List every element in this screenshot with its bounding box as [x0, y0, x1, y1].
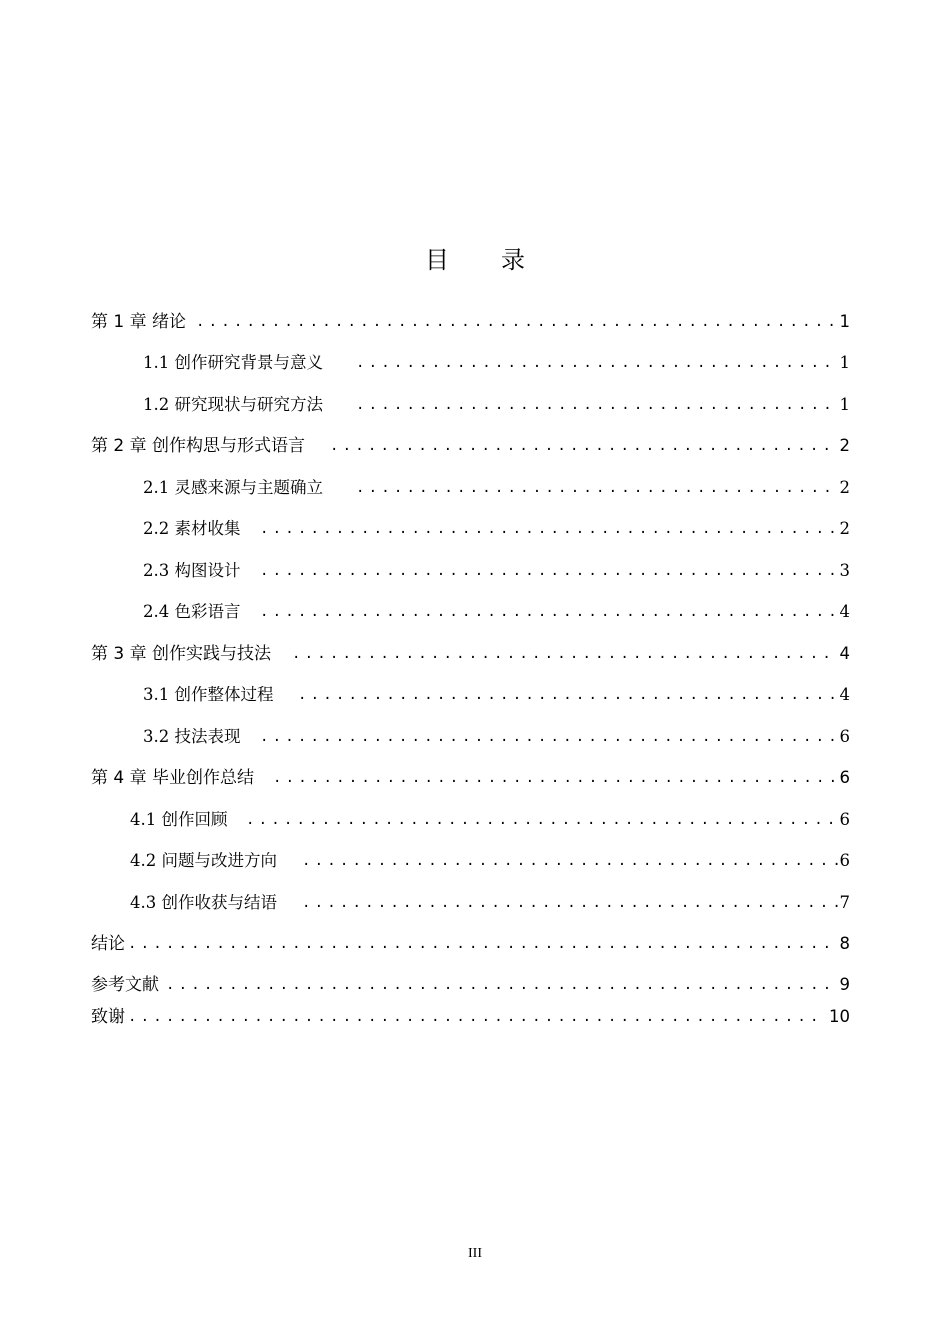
- toc-entry-label: 第 4 章 毕业创作总结: [91, 768, 255, 788]
- toc-entry-section-2-1[interactable]: [0, 476, 950, 500]
- toc-entry-section-4-1[interactable]: [0, 808, 950, 832]
- toc-entry-page: 6: [839, 851, 850, 870]
- leader-dots: [302, 849, 838, 873]
- toc-entry-label: 2.4 色彩语言: [143, 602, 241, 621]
- toc-entry-label: 4.1 创作回顾: [130, 810, 228, 829]
- toc-entry-page: 10: [829, 1007, 850, 1026]
- toc-entry-label: 3.2 技法表现: [143, 727, 241, 746]
- toc-entry-conclusion[interactable]: [0, 932, 950, 956]
- toc-entry-references[interactable]: [0, 973, 950, 997]
- leader-dots: [260, 725, 838, 749]
- leader-dots: [330, 434, 838, 458]
- toc-entry-label: 3.1 创作整体过程: [143, 685, 274, 704]
- toc-entry-chapter-1[interactable]: [0, 310, 950, 334]
- toc-entry-page: 4: [839, 602, 850, 621]
- toc-entry-page: 2: [839, 519, 850, 538]
- leader-dots: [260, 559, 838, 583]
- toc-entry-page: 7: [839, 893, 850, 912]
- leader-dots: [260, 600, 838, 624]
- leader-dots: [302, 891, 838, 915]
- leader-dots: [246, 808, 838, 832]
- toc-entry-label: 第 2 章 创作构思与形式语言: [91, 436, 306, 456]
- toc-entry-label: 4.3 创作收获与结语: [130, 893, 277, 912]
- toc-entry-section-3-1[interactable]: [0, 683, 950, 707]
- toc-entry-section-1-2[interactable]: [0, 393, 950, 417]
- toc-entry-page: 9: [839, 975, 850, 994]
- toc-entry-label: 致谢: [91, 1007, 125, 1027]
- toc-entry-label: 结论: [91, 934, 125, 954]
- toc-entry-page: 6: [839, 810, 850, 829]
- toc-entry-label: 参考文献: [91, 975, 159, 995]
- toc-entry-page: 4: [839, 644, 850, 663]
- toc-entry-page: 3: [839, 561, 850, 580]
- leader-dots: [273, 766, 838, 790]
- toc-entry-chapter-2[interactable]: [0, 434, 950, 458]
- toc-entry-page: 1: [839, 395, 850, 414]
- toc-entry-page: 2: [839, 478, 850, 497]
- leader-dots: [166, 973, 838, 997]
- toc-entry-label: 2.2 素材收集: [143, 519, 241, 538]
- toc-entry-label: 4.2 问题与改进方向: [130, 851, 277, 870]
- page-number-footer: III: [468, 1246, 482, 1261]
- leader-dots: [128, 932, 838, 956]
- toc-entry-label: 2.1 灵感来源与主题确立: [143, 478, 323, 497]
- toc-title-char-1: 目: [425, 246, 449, 274]
- leader-dots: [356, 476, 838, 500]
- toc-entry-page: 6: [839, 727, 850, 746]
- leader-dots: [196, 310, 838, 334]
- toc-entry-page: 8: [839, 934, 850, 953]
- leader-dots: [292, 642, 838, 666]
- toc-entry-section-4-3[interactable]: [0, 891, 950, 915]
- toc-entry-section-1-1[interactable]: [0, 351, 950, 375]
- toc-entry-label: 2.3 构图设计: [143, 561, 241, 580]
- toc-entry-section-3-2[interactable]: [0, 725, 950, 749]
- toc-entry-label: 1.2 研究现状与研究方法: [143, 395, 323, 414]
- toc-entry-label: 第 1 章 绪论: [91, 312, 187, 332]
- toc-entry-label: 1.1 创作研究背景与意义: [143, 353, 323, 372]
- toc-entry-acknowledgements[interactable]: [0, 1005, 950, 1029]
- toc-entry-page: 1: [839, 353, 850, 372]
- leader-dots: [260, 517, 838, 541]
- toc-entry-chapter-4[interactable]: [0, 766, 950, 790]
- leader-dots: [356, 351, 838, 375]
- toc-entry-chapter-3[interactable]: [0, 642, 950, 666]
- toc-entry-page: 4: [839, 685, 850, 704]
- toc-entry-section-2-2[interactable]: [0, 517, 950, 541]
- toc-title-char-2: 录: [501, 246, 525, 274]
- toc-entry-section-2-4[interactable]: [0, 600, 950, 624]
- leader-dots: [128, 1005, 825, 1029]
- toc-entry-page: 1: [839, 312, 850, 331]
- toc-entry-page: 6: [839, 768, 850, 787]
- toc-entry-label: 第 3 章 创作实践与技法: [91, 644, 272, 664]
- toc-entry-section-4-2[interactable]: [0, 849, 950, 873]
- toc-entry-page: 2: [839, 436, 850, 455]
- leader-dots: [356, 393, 838, 417]
- leader-dots: [298, 683, 838, 707]
- toc-title: [0, 240, 950, 275]
- toc-entry-section-2-3[interactable]: [0, 559, 950, 583]
